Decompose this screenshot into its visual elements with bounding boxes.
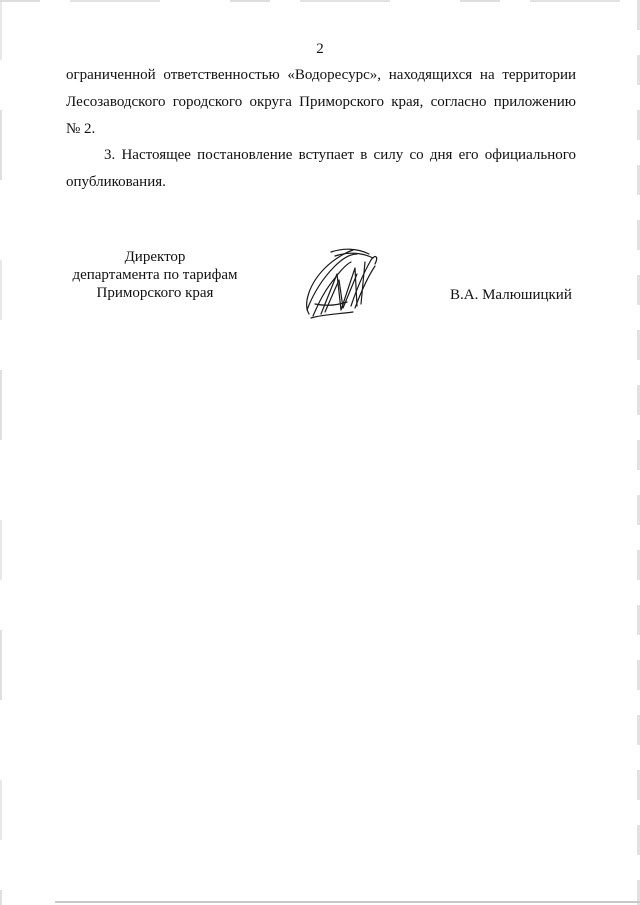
signatory-name: В.А. Малюшицкий bbox=[450, 287, 572, 303]
paragraph-continuation bbox=[66, 62, 576, 143]
handwritten-signature bbox=[295, 244, 385, 322]
paragraph-line: ограниченной ответственностью «Водоресурс», находящихся на территории bbox=[66, 67, 576, 83]
paragraph-line: Лесозаводского городского округа Приморского края, согласно приложению bbox=[66, 94, 576, 110]
scan-edge-top bbox=[0, 0, 640, 2]
paragraph-item-3 bbox=[66, 142, 576, 196]
signatory-title-line: департамента по тарифам bbox=[72, 267, 238, 283]
signatory-title-line: Директор bbox=[124, 249, 186, 265]
signatory-title bbox=[50, 248, 260, 302]
signatory-title-line: Приморского края bbox=[96, 285, 214, 301]
paragraph-line: 3. Настоящее постановление вступает в силу со дня его официального bbox=[104, 147, 576, 163]
scan-edge-left bbox=[0, 0, 2, 905]
paragraph-line: № 2. bbox=[66, 121, 96, 137]
paragraph-line: опубликования. bbox=[66, 174, 166, 190]
scan-edge-bottom bbox=[55, 901, 640, 903]
page-number: 2 bbox=[316, 41, 324, 57]
